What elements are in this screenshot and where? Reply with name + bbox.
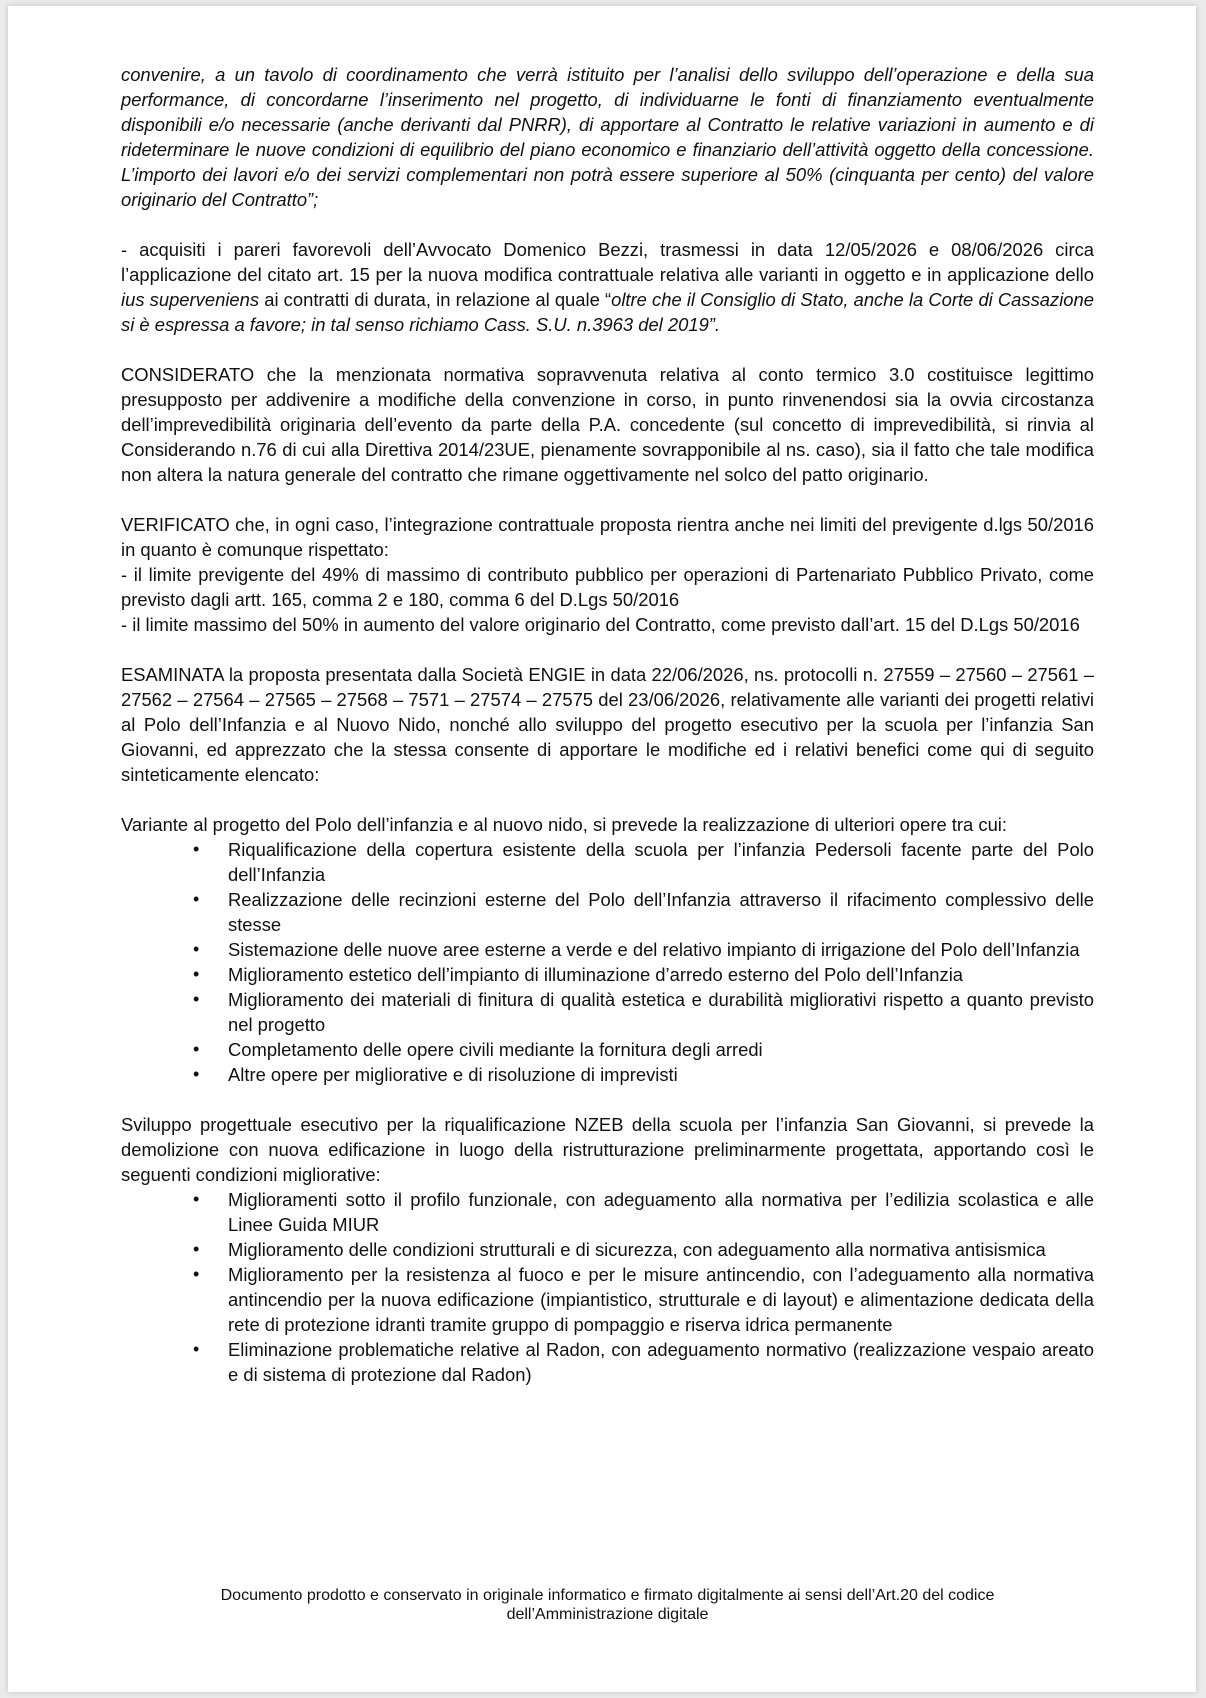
sviluppo-list [121, 1187, 1094, 1387]
page-footer [121, 1586, 1094, 1624]
pareri-text-quote: oltre che il Consiglio di Stato, anche la Corte di Cassazione si è espressa a favore; in tal senso richiamo Cass. S.U. n.3963 del 2019”. [121, 289, 1094, 335]
list-item: • Realizzazione delle recinzioni esterne del Polo dell’Infanzia attraverso il rifacimento complessivo delle stesse [228, 887, 1094, 937]
document-page [8, 6, 1196, 1692]
list-item: • Riqualificazione della copertura esistente della scuola per l’infanzia Pedersoli facente parte del Polo dell’Infanzia [228, 837, 1094, 887]
list-item: • Miglioramento per la resistenza al fuoco e per le misure antincendio, con l’adeguamento alla normativa antincendio per la nuova edificazione (impiantistico, strutturale e di layout) e alimentazione dedicata della rete di protezione idranti tramite gruppo di pompaggio e riserva idrica permanente [228, 1262, 1094, 1337]
pareri-paragraph [121, 237, 1094, 337]
list-item: • Miglioramento delle condizioni strutturali e di sicurezza, con adeguamento alla normativa antisismica [228, 1237, 1094, 1262]
list-item: • Eliminazione problematiche relative al Radon, con adeguamento normativo (realizzazione vespaio areato e di sistema di protezione dal Radon) [228, 1337, 1094, 1387]
pareri-text-ius: ius superveniens [121, 289, 260, 310]
variante-intro: Variante al progetto del Polo dell’infanzia e al nuovo nido, si prevede la realizzazione di ulteriori opere tra cui: [121, 814, 1008, 835]
variante-list [121, 837, 1094, 1087]
pareri-text-a: - acquisiti i pareri favorevoli dell’Avvocato Domenico Bezzi, trasmessi in data 12/05/2026 e 08/06/2026 circa l’applicazione del citato art. 15 per la nuova modifica contrattuale relativa alle varianti in oggetto e in applicazione dello [121, 239, 1094, 285]
footer-line-2: dell’Amministrazione digitale [506, 1606, 709, 1623]
limite-2-paragraph: - il limite massimo del 50% in aumento del valore originario del Contratto, come previsto dall’art. 15 del D.Lgs 50/2016 [121, 614, 1080, 635]
document-body [121, 62, 1094, 1412]
considerato-paragraph: CONSIDERATO che la menzionata normativa sopravvenuta relativa al conto termico 3.0 costituisce legittimo presupposto per addivenire a modifiche della convenzione in corso, in punto rinvenendosi sia la ovvia circostanza dell’imprevedibilità originaria dell’evento da parte della P.A. concedente (sul concetto di imprevedibilità, si rinvia al Considerando n.76 di cui alla Direttiva 2014/23UE, pienamente sovrapponibile al ns. caso), sia il fatto che tale modifica non altera la natura generale del contratto che rimane oggettivamente nel solco del patto originario. [121, 364, 1094, 485]
verificato-paragraph: VERIFICATO che, in ogni caso, l’integrazione contrattuale proposta rientra anche nei limiti del previgente d.lgs 50/2016 in quanto è comunque rispettato: [121, 514, 1094, 560]
list-item: • Miglioramento estetico dell’impianto di illuminazione d’arredo esterno del Polo dell’Infanzia [228, 962, 1094, 987]
intro-paragraph-quote: convenire, a un tavolo di coordinamento che verrà istituito per l’analisi dello sviluppo dell’operazione e della sua performance, di concordarne l’inserimento nel progetto, di individuarne le fonti di finanziamento eventualmente disponibili e/o necessarie (anche derivanti dal PNRR), di apportare al Contratto le relative variazioni in aumento e di rideterminare le nuove condizioni di equilibrio del piano economico e finanziario dell’attività oggetto della concessione. L’importo dei lavori e/o dei servizi complementari non potrà essere superiore al 50% (cinquanta per cento) del valore originario del Contratto”; [121, 64, 1094, 210]
list-item: • Miglioramenti sotto il profilo funzionale, con adeguamento alla normativa per l’edilizia scolastica e alle Linee Guida MIUR [228, 1187, 1094, 1237]
list-item: • Miglioramento dei materiali di finitura di qualità estetica e durabilità migliorativi rispetto a quanto previsto nel progetto [228, 987, 1094, 1037]
limite-1-paragraph: - il limite previgente del 49% di massimo di contributo pubblico per operazioni di Partenariato Pubblico Privato, come previsto dagli artt. 165, comma 2 e 180, comma 6 del D.Lgs 50/2016 [121, 564, 1094, 610]
list-item: • Altre opere per migliorative e di risoluzione di imprevisti [228, 1062, 1094, 1087]
list-item: • Sistemazione delle nuove aree esterne a verde e del relativo impianto di irrigazione del Polo dell’Infanzia [228, 937, 1094, 962]
esaminata-paragraph: ESAMINATA la proposta presentata dalla Società ENGIE in data 22/06/2026, ns. protocolli n. 27559 – 27560 – 27561 – 27562 – 27564 – 27565 – 27568 – 7571 – 27574 – 27575 del 23/06/2026, relativamente alle varianti dei progetti relativi al Polo dell’Infanzia e al Nuovo Nido, nonché allo sviluppo del progetto esecutivo per la scuola per l’infanzia San Giovanni, ed apprezzato che la stessa consente di apportare le modifiche ed i relativi benefici come qui di seguito sinteticamente elencato: [121, 664, 1094, 785]
footer-line-1: Documento prodotto e conservato in originale informatico e firmato digitalmente ai sensi dell’Art.20 del codice [220, 1587, 995, 1604]
pareri-text-c: ai contratti di durata, in relazione al quale “ [259, 289, 612, 310]
list-item: • Completamento delle opere civili mediante la fornitura degli arredi [228, 1037, 1094, 1062]
sviluppo-intro: Sviluppo progettuale esecutivo per la riqualificazione NZEB della scuola per l’infanzia San Giovanni, si prevede la demolizione con nuova edificazione in luogo della ristrutturazione preliminarmente progettata, apportando così le seguenti condizioni migliorative: [121, 1114, 1094, 1185]
